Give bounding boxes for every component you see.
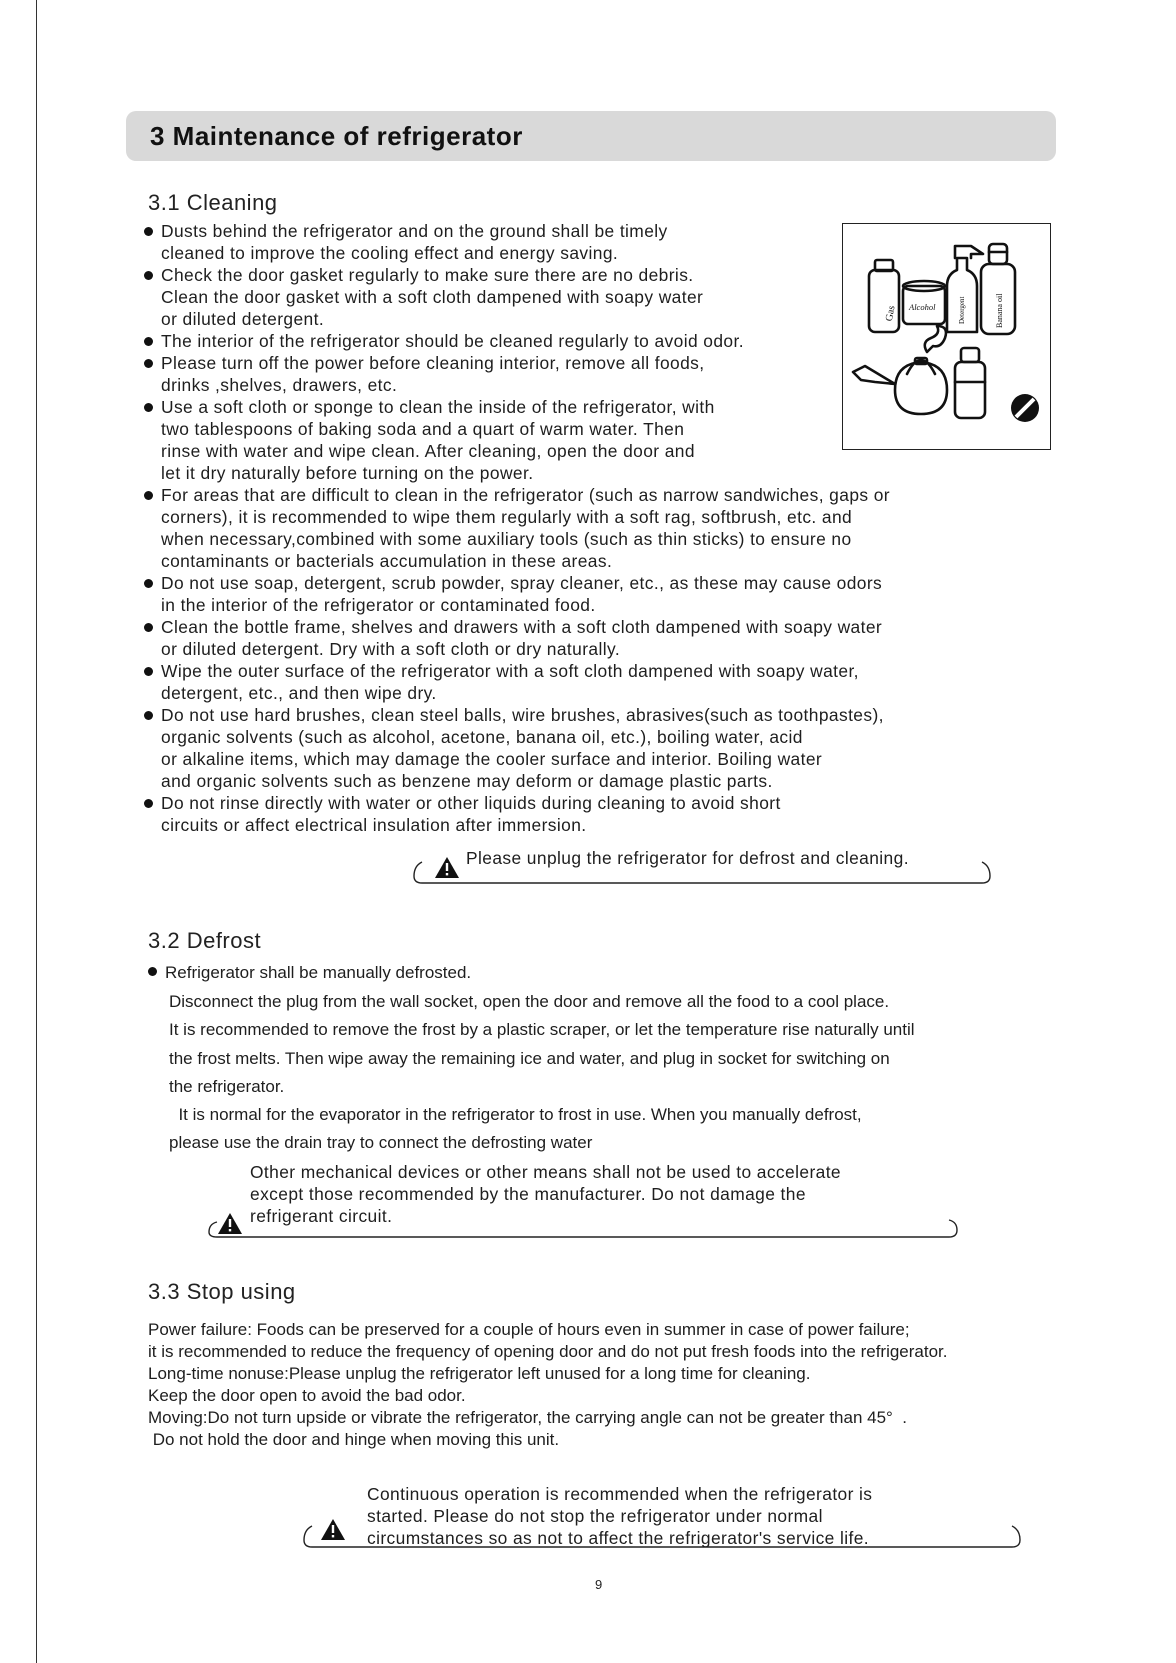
cleaning-agents-illustration — [842, 223, 1051, 450]
defrost-note-line: refrigerant circuit. — [250, 1206, 393, 1226]
cleaning-bullet-item — [144, 792, 1044, 836]
cleaning-bullet-line: Wipe the outer surface of the refrigerator with a soft cloth dampened with soapy water, — [161, 661, 859, 681]
stop-using-paragraph-line: Power failure: Foods can be preserved for a couple of hours even in summer in case of power failure; — [148, 1320, 910, 1339]
stop-note-line: Continuous operation is recommended when the refrigerator is — [367, 1484, 873, 1504]
warning-triangle-icon — [320, 1518, 346, 1541]
cleaning-bullet-line: let it dry naturally before turning on the power. — [161, 463, 534, 483]
stop-using-paragraph-line: Keep the door open to avoid the bad odor. — [148, 1386, 466, 1405]
defrost-note-line: Other mechanical devices or other means shall not be used to accelerate — [250, 1162, 842, 1182]
alcohol-jar-label: Alcohol — [909, 302, 936, 312]
chapter-header-bar — [126, 111, 1056, 161]
cleaning-bullet-line: Do not use soap, detergent, scrub powder, spray cleaner, etc., as these may cause odors — [161, 573, 883, 593]
stop-using-warning-note — [300, 1484, 1024, 1568]
defrost-paragraph-line: It is normal for the evaporator in the refrigerator to frost in use. When you manually defrost, — [169, 1105, 862, 1125]
warning-triangle-icon — [217, 1212, 243, 1235]
defrost-bullet-text: Refrigerator shall be manually defrosted. — [165, 963, 472, 982]
section-title-stop-using: 3.3 Stop using — [148, 1279, 296, 1304]
cleaning-bullet-line: cleaned to improve the cooling effect and energy saving. — [161, 243, 619, 263]
gas-can-label: Gas — [883, 304, 898, 323]
cleaning-bullet-line: and organic solvents such as benzene may deform or damage plastic parts. — [161, 771, 773, 791]
cleaning-bullet-line: Use a soft cloth or sponge to clean the inside of the refrigerator, with — [161, 397, 715, 417]
cleaning-note-text: Please unplug the refrigerator for defrost and cleaning. — [466, 848, 909, 868]
defrost-paragraph-line: the frost melts. Then wipe away the remaining ice and water, and plug in socket for switching on — [169, 1048, 890, 1068]
stop-note-line: started. Please do not stop the refrigerator under normal — [367, 1506, 823, 1526]
cleaning-warning-note — [410, 848, 994, 888]
stop-using-paragraph-line: it is recommended to reduce the frequency of opening door and do not put fresh foods into the refrigerator. — [148, 1342, 948, 1361]
detergent-bottle-label: Detergent — [958, 296, 966, 324]
stop-using-paragraph-line: Long-time nonuse:Please unplug the refrigerator left unused for a long time for cleaning. — [148, 1364, 811, 1383]
banana-oil-label: Banana oil — [995, 293, 1004, 328]
defrost-paragraph-line: Disconnect the plug from the wall socket, open the door and remove all the food to a cool place. — [169, 992, 890, 1011]
cleaning-bullet-line: Clean the bottle frame, shelves and drawers with a soft cloth dampened with soapy water — [161, 617, 883, 637]
cleaning-bullet-line: contaminants or bacterials accumulation in these areas. — [161, 551, 613, 571]
warning-triangle-icon — [434, 856, 460, 879]
cleaning-bullet-line: Please turn off the power before cleaning interior, remove all foods, — [161, 353, 705, 373]
defrost-bullet — [148, 959, 471, 987]
cleaning-bullet-line: Check the door gasket regularly to make sure there are no debris. — [161, 265, 694, 285]
cleaning-bullet-line: circuits or affect electrical insulation after immersion. — [161, 815, 587, 835]
defrost-note-line: except those recommended by the manufacturer. Do not damage the — [250, 1184, 806, 1204]
cleaning-bullet-item — [144, 660, 1044, 704]
cleaning-bullet-line: organic solvents (such as alcohol, acetone, banana oil, etc.), boiling water, acid — [161, 727, 803, 747]
prohibited-sign-icon — [1011, 394, 1039, 422]
cleaning-bullet-line: or alkaline items, which may damage the cooler surface and interior. Boiling water — [161, 749, 823, 769]
kettle-icon — [895, 362, 947, 414]
defrost-paragraph-line: It is recommended to remove the frost by a plastic scraper, or let the temperature rise naturally until — [169, 1020, 915, 1040]
stop-note-line: circumstances so as not to affect the refrigerator's service life. — [367, 1528, 870, 1548]
cleaning-bullet-line: corners), it is recommended to wipe them regularly with a soft rag, softbrush, etc. and — [161, 507, 853, 527]
cleaning-bullet-item — [144, 704, 1044, 792]
defrost-paragraph-line: the refrigerator. — [169, 1076, 285, 1096]
cleaning-bullet-line: drinks ,shelves, drawers, etc. — [161, 375, 398, 395]
page-number: 9 — [595, 1577, 603, 1592]
cleaning-bullet-item — [144, 572, 1044, 616]
small-bottle-icon — [955, 362, 985, 418]
cleaning-bullet-item — [144, 484, 1044, 572]
prohibited-cleaning-agents-drawing — [843, 224, 1050, 449]
stop-using-paragraph-line: Moving:Do not turn upside or vibrate the refrigerator, the carrying angle can not be greater than 45° . — [148, 1408, 908, 1427]
stop-using-paragraph-line: Do not hold the door and hinge when moving this unit. — [148, 1430, 560, 1449]
cleaning-bullet-line: two tablespoons of baking soda and a quart of warm water. Then — [161, 419, 685, 439]
cleaning-bullet-line: or diluted detergent. Dry with a soft cloth or dry naturally. — [161, 639, 621, 659]
cleaning-bullet-line: The interior of the refrigerator should be cleaned regularly to avoid odor. — [161, 331, 744, 351]
cleaning-bullet-line: Do not rinse directly with water or other liquids during cleaning to avoid short — [161, 793, 781, 813]
defrost-paragraph — [169, 988, 915, 1158]
cleaning-bullet-line: or diluted detergent. — [161, 309, 325, 329]
stop-using-paragraph — [148, 1319, 948, 1451]
page-binding-line — [36, 0, 37, 1663]
chapter-title: 3 Maintenance of refrigerator — [150, 121, 523, 151]
cleaning-bullet-line: rinse with water and wipe clean. After cleaning, open the door and — [161, 441, 695, 461]
section-title-cleaning: 3.1 Cleaning — [148, 190, 278, 215]
section-title-defrost: 3.2 Defrost — [148, 928, 262, 953]
cleaning-bullet-line: when necessary,combined with some auxiliary tools (such as thin sticks) to ensure no — [161, 529, 852, 549]
defrost-warning-note — [205, 1162, 961, 1242]
cleaning-bullet-line: For areas that are difficult to clean in the refrigerator (such as narrow sandwiches, gaps or — [161, 485, 890, 505]
cleaning-bullet-line: Do not use hard brushes, clean steel balls, wire brushes, abrasives(such as toothpastes), — [161, 705, 884, 725]
cleaning-bullet-line: in the interior of the refrigerator or contaminated food. — [161, 595, 596, 615]
cleaning-bullet-line: Clean the door gasket with a soft cloth dampened with soapy water — [161, 287, 704, 307]
cleaning-bullet-item — [144, 616, 1044, 660]
cleaning-bullet-line: detergent, etc., and then wipe dry. — [161, 683, 437, 703]
bullet-dot — [148, 967, 157, 976]
cleaning-bullet-line: Dusts behind the refrigerator and on the ground shall be timely — [161, 221, 668, 241]
defrost-paragraph-line: please use the drain tray to connect the defrosting water — [169, 1133, 593, 1153]
